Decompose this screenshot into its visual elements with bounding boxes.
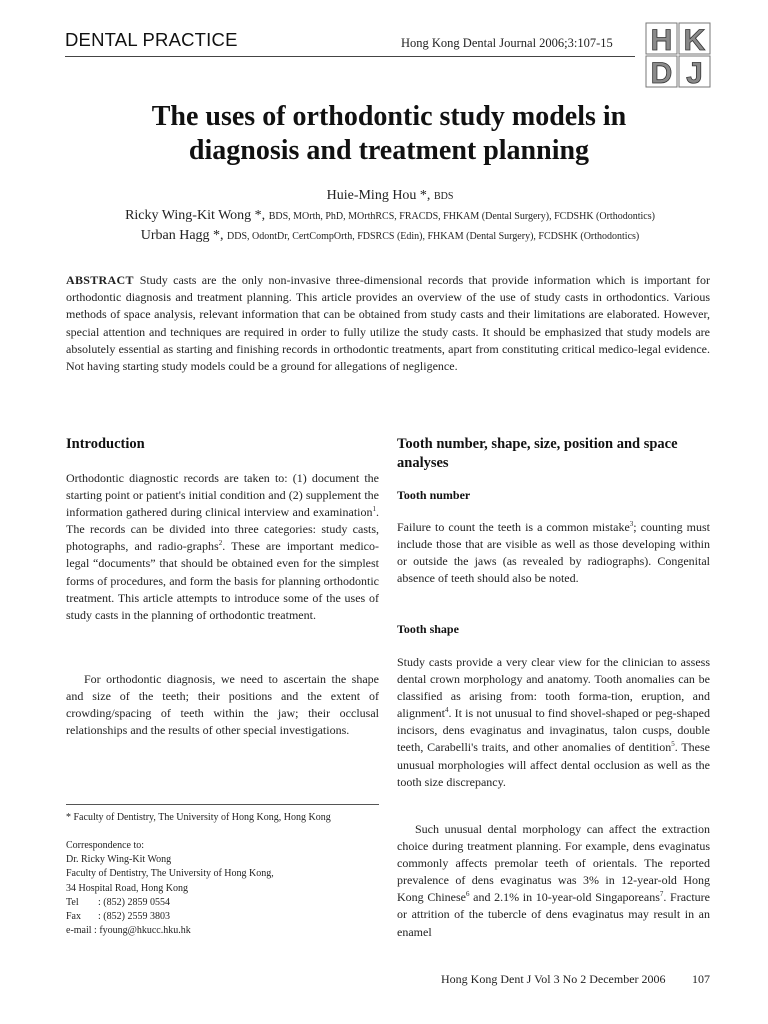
- author-name: Urban Hagg *,: [140, 228, 224, 243]
- reference-marker: 1: [372, 505, 376, 514]
- text-run: Orthodontic diagnostic records are taken to: (1) document the starting point or patient's initial condition and (2) supplement the information gathered during clinical interview and examination: [66, 471, 379, 520]
- tel-value: : (852) 2859 0554: [98, 896, 170, 908]
- fax-label: Fax: [66, 911, 81, 923]
- abstract-label: ABSTRACT: [66, 273, 134, 287]
- text-run: . These unusual morphologies will affect dental occlusion as well as the tooth size discrepancy.: [397, 740, 710, 789]
- fax-row: [66, 910, 379, 924]
- text-run: . These are important medico-legal “documents” that should be obtained even for the simplest forms of procedures, and form the basis for planning orthodontic treatment. This article attempts to introduce some of the uses of study casts in the planning of orthodontic treatment.: [66, 539, 380, 622]
- logo-letter-h: H: [650, 24, 673, 57]
- tooth-number-paragraph: [397, 519, 710, 587]
- tooth-shape-paragraph-1: [397, 654, 710, 791]
- address-line: Faculty of Dentistry, The University of Hong Kong,: [66, 868, 274, 880]
- page-number: 107: [692, 972, 710, 986]
- tooth-shape-paragraph-2: [397, 821, 710, 941]
- author-hagg: [60, 226, 720, 246]
- author-name: Huie-Ming Hou *,: [326, 188, 431, 203]
- introduction-paragraph-1: [66, 470, 379, 624]
- introduction-paragraph-2: For orthodontic diagnosis, we need to ascertain the shape and size of the teeth; their positions and the extent of crowding/spacing of teeth within the jaw; their occlusal relationships and the results of other special investigations.: [66, 672, 379, 738]
- affiliation-footnote: * Faculty of Dentistry, The University of Hong Kong, Hong Kong: [66, 812, 331, 823]
- author-credentials: DDS, OdontDr, CertCompOrth, FDSRCS (Edin), FHKAM (Dental Surgery), FCDSHK (Orthodontics): [227, 231, 640, 242]
- text-run: Study casts provide a very clear view for the clinician to assess dental crown morphology and anatomy. Tooth anomalies can be classified as arising from: tooth forma-tion, eruption, and alignment: [397, 655, 710, 721]
- tooth-number-heading: Tooth number: [397, 488, 471, 502]
- tel-label: Tel: [66, 896, 79, 908]
- tel-row: [66, 896, 379, 910]
- author-wong: [60, 206, 720, 226]
- title-line-1: The uses of orthodontic study models in: [151, 101, 627, 132]
- footnote-rule: [66, 804, 379, 805]
- logo-letter-d: D: [650, 57, 673, 88]
- introduction-heading: Introduction: [66, 436, 145, 452]
- abstract: [66, 272, 710, 375]
- reference-marker: 3: [629, 520, 634, 528]
- fax-value: : (852) 2559 3803: [98, 911, 170, 923]
- text-run: Failure to count the teeth is a common mistake: [397, 520, 630, 534]
- author-credentials: BDS, MOrth, PhD, MOrthRCS, FRACDS, FHKAM (Dental Surgery), FCDSHK (Orthodontics): [268, 211, 655, 222]
- reference-marker: 7: [659, 890, 664, 899]
- author-hou: [60, 186, 720, 206]
- text-run: and 2.1% in 10-year-old Singaporeans: [469, 890, 660, 905]
- logo-letter-k: K: [683, 24, 706, 57]
- email-line: e-mail : fyoung@hkucc.hku.hk: [66, 925, 191, 937]
- author-credentials: BDS: [433, 191, 454, 202]
- section-label: DENTAL PRACTICE: [65, 29, 238, 50]
- tooth-section-heading: Tooth number, shape, size, position and space analyses: [397, 436, 678, 471]
- reference-marker: 4: [445, 706, 449, 715]
- hkdj-logo: [645, 22, 711, 88]
- text-run: Such unusual dental morphology can affect the extraction choice during treatment planning. For example, dens evaginatus commonly affects premolar teeth of orientals. The reported prevalence of dens evaginatus was 3% in 12-year-old Hong Kong Chinese: [397, 822, 710, 905]
- correspondence-block: [66, 839, 379, 938]
- reference-marker: 5: [671, 740, 675, 749]
- article-title: [84, 100, 694, 168]
- text-run: . Fracture or attrition of the tubercle of dens evaginatus may result in an enamel: [397, 890, 711, 939]
- text-run: . The records can be divided into three categories: study casts, photographs, and radio-graphs: [66, 505, 379, 554]
- abstract-text: Study casts are the only non-invasive three-dimensional records that provide information which is important for orthodontic diagnosis and treatment planning. This article provides an overview of the use of study casts in orthodontics. Various methods of space analysis, relevant information that can be obtained from study casts and their limitations are elaborated. However, special attention and techniques are required in order to fully utilize the study casts. It should be emphasized that study models are absolutely essential as starting and finishing records in orthodontic treatments, apart from constituting critical medico-legal evidence. Not having starting study models could be a ground for allegations of negligence.: [66, 273, 710, 374]
- author-list: [60, 186, 720, 246]
- address-line: Dr. Ricky Wing-Kit Wong: [66, 854, 172, 866]
- reference-marker: 2: [218, 539, 223, 548]
- text-run: ; counting must include those that are visible as well as those developing within or outside the jaws (as revealed by radiographs). Congenital absence of teeth should also be noted.: [397, 520, 710, 586]
- header-rule: [65, 56, 635, 57]
- title-line-2: diagnosis and treatment planning: [188, 135, 590, 166]
- logo-letter-j: J: [686, 57, 703, 88]
- tooth-shape-heading: Tooth shape: [397, 622, 459, 636]
- address-line: 34 Hospital Road, Hong Kong: [66, 882, 188, 894]
- author-name: Ricky Wing-Kit Wong *,: [125, 208, 266, 223]
- text-run: . It is not unusual to find shovel-shaped or peg-shaped incisors, dens evaginatus and invaginatus, talon cusps, double teeth, Carabelli's traits, and other anomalies of dentition: [397, 706, 710, 755]
- correspondence-label: Correspondence to:: [66, 840, 145, 851]
- journal-citation: Hong Kong Dental Journal 2006;3:107-15: [401, 36, 613, 50]
- reference-marker: 6: [466, 890, 470, 899]
- footer-citation: Hong Kong Dent J Vol 3 No 2 December 2006: [441, 972, 666, 986]
